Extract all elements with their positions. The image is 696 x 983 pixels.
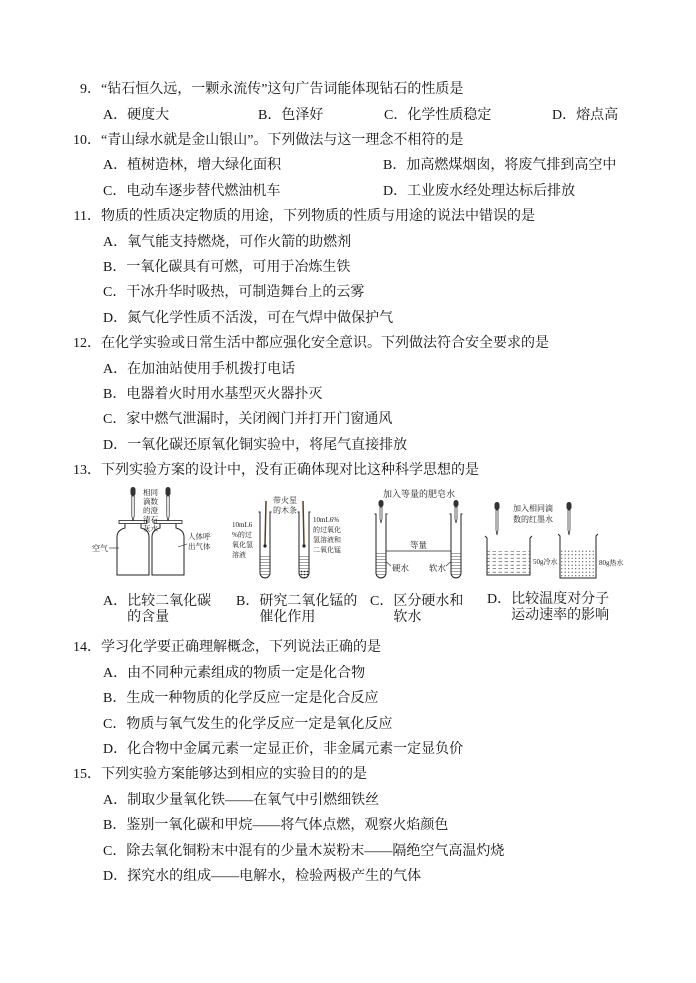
left-tube-label: %的过 — [232, 530, 252, 539]
figure-d — [485, 502, 624, 578]
option-text: 氧气能支持燃烧，可作火箭的助燃剂 — [127, 234, 352, 250]
dropper-left — [495, 502, 500, 535]
red-ink-label: 数的红墨水 — [513, 514, 553, 524]
option-label: A． — [103, 158, 128, 174]
q10-option-b — [383, 153, 616, 178]
option-text: 由不同种元素组成的物质一定是化合物 — [127, 665, 366, 681]
option-text: 加高燃煤烟囱，将废气排到高空中 — [406, 158, 617, 174]
figure-a — [92, 487, 211, 575]
option-text: 生成一种物质的化学反应一定是化合反应 — [126, 691, 379, 707]
option-label: A． — [103, 234, 128, 250]
q13-option-a — [103, 594, 214, 626]
option-label: A． — [103, 792, 128, 808]
right-tube-label: 10mL6% — [313, 515, 340, 524]
option — [103, 280, 364, 305]
q15-stem-line — [0, 762, 696, 787]
option-label: D． — [103, 437, 128, 453]
option-label: A． — [103, 107, 128, 123]
option — [103, 864, 421, 889]
option-text: 比较温度对分子运动速率的影响 — [511, 591, 610, 623]
question-number: 14． — [73, 640, 101, 656]
q9-option-c — [384, 103, 491, 128]
q15-option-c — [0, 839, 696, 864]
q13-experiment-diagrams — [0, 484, 696, 592]
option — [103, 357, 295, 382]
question-stem: 学习化学要正确理解概念，下列说法正确的是 — [101, 640, 381, 656]
q10-option-d — [383, 179, 575, 204]
option-label: A． — [103, 361, 128, 377]
option-label: A． — [103, 593, 128, 609]
q9-stem-line — [0, 77, 696, 102]
option-label: A． — [103, 665, 128, 681]
q12-option-a — [0, 357, 696, 382]
q14-option-b — [0, 686, 696, 711]
question-number: 11． — [73, 209, 101, 225]
q11-stem-line — [0, 204, 696, 229]
question-stem: 在化学实验或日常生活中都应强化安全意识。下列做法符合安全要求的是 — [101, 336, 549, 352]
q14-stem-line — [0, 635, 696, 660]
q11-option-c — [0, 280, 696, 305]
splint-label: 带火星 — [273, 495, 297, 505]
option-text: 工业废水经处理达标后排放 — [407, 183, 576, 199]
dropper-right — [166, 487, 171, 521]
option-text: 熔点高 — [576, 107, 619, 123]
option-text: 色泽好 — [281, 107, 324, 123]
soft-water-liquid — [452, 551, 461, 578]
q10-option-c — [103, 179, 280, 204]
q15-option-a — [0, 788, 696, 813]
option-text: 在加油站使用手机拨打电话 — [127, 361, 296, 377]
option-label: B． — [103, 691, 127, 707]
option-label: D． — [103, 868, 128, 884]
lime-water-label: 相同 — [143, 487, 158, 497]
figure-b — [232, 495, 341, 578]
q12-option-d — [0, 433, 696, 458]
question-stem: 物质的性质决定物质的用途，下列物质的性质与用途的说法中错误的是 — [101, 209, 535, 225]
option — [103, 661, 365, 686]
air-label: 空气 — [92, 543, 108, 553]
splint-left — [265, 501, 266, 545]
splint-label: 的木条 — [273, 505, 297, 515]
q14-option-a — [0, 661, 696, 686]
option-label: B． — [236, 593, 260, 609]
question-number: 9． — [80, 82, 101, 98]
option-text: 区分硬水和软水 — [393, 593, 464, 625]
cold-water — [488, 551, 530, 575]
option-text: 一氧化碳具有可燃，可用于冶炼生铁 — [126, 260, 351, 276]
option — [103, 407, 392, 432]
option — [103, 686, 378, 711]
option-label: C． — [384, 107, 408, 123]
lime-water-label: 清石 — [143, 514, 158, 524]
option — [103, 712, 392, 737]
option-label: C． — [103, 843, 127, 859]
left-tube-label: 氧化氢 — [232, 540, 253, 549]
option-text: 化合物中金属元素一定显正价，非金属元素一定显负价 — [127, 742, 464, 757]
option-text: 物质与氧气发生的化学反应一定是氧化反应 — [126, 716, 393, 732]
hard-water-liquid — [377, 551, 386, 578]
option-text: 鉴别一氧化碳和甲烷——将气体点燃，观察火焰颜色 — [126, 818, 449, 834]
option-label: C． — [103, 716, 127, 732]
q13-option-b — [236, 594, 360, 626]
pointer-line — [446, 562, 451, 566]
option-text: 植树造林，增大绿化面积 — [127, 158, 282, 174]
question-number: 10． — [73, 133, 101, 149]
option-text: 电动车逐步替代燃油机车 — [126, 183, 281, 199]
cold-water-label: 50g冷水 — [533, 557, 558, 566]
ember-left — [263, 544, 266, 547]
q11-option-b — [0, 255, 696, 280]
hot-water-label: 80g热水 — [599, 558, 624, 567]
question-stem: “青山绿水就是金山银山”。下列做法与这一理念不相符的是 — [101, 133, 464, 149]
splint-right — [303, 501, 304, 545]
option-label: D． — [383, 183, 408, 199]
q12-option-c — [0, 407, 696, 432]
lime-water-label: 灰水 — [143, 523, 158, 533]
dropper-left — [379, 500, 384, 523]
q10-option-a — [103, 153, 281, 178]
q12-stem-line — [0, 331, 696, 356]
pointer-line — [387, 562, 392, 566]
lime-water-label: 的澄 — [143, 505, 158, 515]
figure-c — [375, 488, 463, 578]
option-label: B． — [383, 158, 407, 174]
breath-label: 出气体 — [188, 541, 211, 551]
option — [103, 813, 448, 838]
option-label: B． — [258, 107, 282, 123]
question-number: 15． — [73, 767, 101, 783]
q9-options-line — [0, 103, 696, 128]
q9-option-a — [103, 103, 169, 128]
q15-option-b — [0, 813, 696, 838]
question-list — [0, 77, 696, 889]
left-tube-label: 溶液 — [232, 550, 246, 559]
q13-options — [0, 592, 696, 636]
option — [103, 839, 504, 864]
q9-option-d — [552, 103, 618, 128]
q10-options-line-1 — [0, 153, 696, 178]
breath-label: 人体呼 — [188, 531, 211, 541]
lime-water-label: 滴数 — [143, 496, 158, 506]
hard-water-label: 硬水 — [392, 562, 410, 573]
question-number: 12． — [73, 336, 101, 352]
option-label: B． — [103, 818, 127, 834]
option-text: 家中燃气泄漏时，关闭阀门并打开门窗通风 — [126, 412, 393, 428]
option-text: 硬度大 — [127, 107, 170, 123]
option-label: B． — [103, 260, 127, 276]
dropper-right — [454, 500, 459, 523]
option — [103, 306, 393, 331]
option — [103, 788, 379, 813]
right-tube-label: 的过氧化 — [313, 525, 341, 534]
dropper-right — [567, 502, 572, 535]
q15-option-d — [0, 864, 696, 889]
option-label: C． — [103, 285, 127, 301]
right-tube-label: 氢溶液和 — [313, 535, 341, 544]
q13-stem-line — [0, 458, 696, 483]
q12-option-b — [0, 382, 696, 407]
option-label: D． — [487, 591, 512, 607]
option — [103, 433, 407, 458]
option-text: 比较二氧化碳的含量 — [127, 593, 212, 625]
option-text: 制取少量氧化铁——在氧气中引燃细铁丝 — [127, 792, 380, 808]
option-text: 除去氧化铜粉末中混有的少量木炭粉末——隔绝空气高温灼烧 — [126, 843, 505, 859]
q13-option-c — [370, 594, 466, 626]
option — [103, 230, 351, 255]
pointer-line — [178, 544, 187, 547]
question-stem: 下列实验方案的设计中，没有正确体现对比这种科学思想的是 — [101, 463, 479, 479]
option-label: B． — [103, 386, 127, 402]
ember-right — [302, 544, 305, 547]
question-stem: “钻石恒久远，一颗永流传”这句广告词能体现钻石的性质是 — [101, 82, 464, 98]
q10-options-line-2 — [0, 179, 696, 204]
equal-amount-label: 等量 — [410, 539, 428, 550]
soft-water-label: 软水 — [429, 562, 447, 573]
soap-water-label: 加入等量的肥皂水 — [383, 488, 456, 499]
option-text: 研究二氧化锰的催化作用 — [259, 593, 358, 625]
question-stem: 下列实验方案能够达到相应的实验目的的是 — [101, 767, 367, 783]
q14-option-c — [0, 712, 696, 737]
q11-option-d — [0, 306, 696, 331]
option-text: 一氧化碳还原氧化铜实验中，将尾气直接排放 — [127, 437, 408, 453]
option-text: 电器着火时用水基型灭火器扑灭 — [126, 386, 323, 402]
option — [103, 737, 463, 762]
option-text: 干冰升华时吸热，可制造舞台上的云雾 — [126, 285, 365, 301]
question-number: 13． — [73, 463, 101, 479]
q9-option-b — [258, 103, 323, 128]
q14-option-d — [0, 737, 696, 762]
option-label: D． — [103, 742, 128, 757]
option — [103, 255, 350, 280]
option-label: D． — [552, 107, 577, 123]
option-label: D． — [103, 310, 128, 326]
option — [103, 382, 322, 407]
q11-option-a — [0, 230, 696, 255]
option-text: 探究水的组成——电解水，检验两极产生的气体 — [127, 868, 422, 884]
option-label: C． — [370, 593, 394, 609]
q13-figures — [0, 484, 696, 592]
q13-option-d — [487, 592, 612, 624]
option-text: 化学性质稳定 — [407, 107, 492, 123]
option-label: C． — [103, 412, 127, 428]
hot-water — [561, 550, 596, 578]
option-text: 氮气化学性质不活泼，可在气焊中做保护气 — [127, 310, 394, 326]
red-ink-label: 加入相同滴 — [513, 503, 553, 513]
dropper-left — [131, 487, 136, 521]
right-tube-label: 二氧化锰 — [313, 545, 341, 554]
left-tube-label: 10mL6 — [232, 520, 253, 529]
liquid-left-tube — [261, 556, 270, 578]
q10-stem-line — [0, 128, 696, 153]
option-label: C． — [103, 183, 127, 199]
